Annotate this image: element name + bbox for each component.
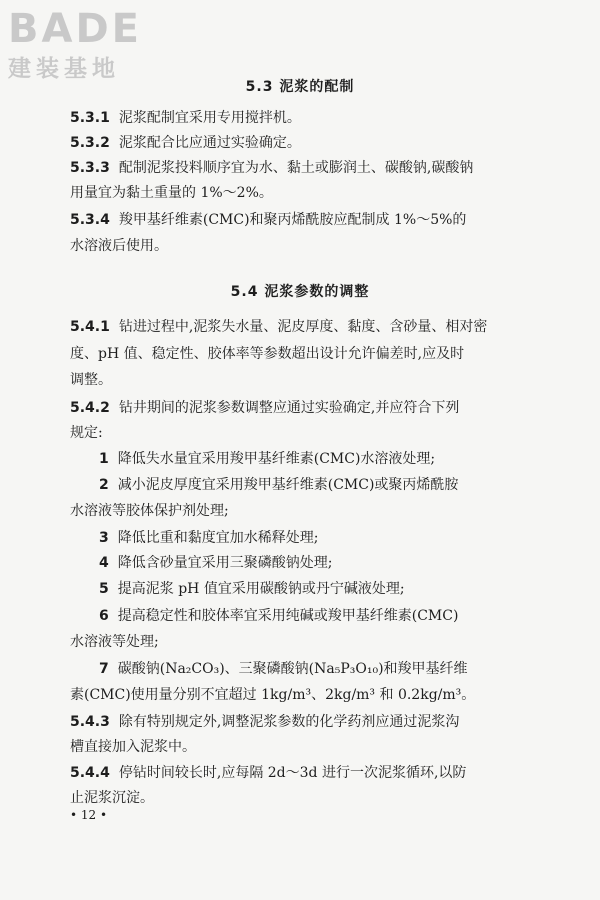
item-text: 碳酸钠(Na₂CO₃)、三聚磷酸钠(Na₅P₃O₁₀)和羧甲基纤维 <box>117 661 468 677</box>
item-text: 降低含砂量宜采用三聚磷酸钠处理; <box>117 555 333 571</box>
item-number: 7 <box>99 661 109 677</box>
watermark-subtitle: 建装基地 <box>8 56 120 82</box>
clause-5-3-3 <box>70 158 530 178</box>
clause-text: 停钻时间较长时,应每隔 2d～3d 进行一次泥浆循环,以防 <box>118 765 467 781</box>
item-text: 提高泥浆 pH 值宜采用碳酸钠或丹宁碱液处理; <box>117 581 405 597</box>
item-number: 1 <box>99 451 109 467</box>
clause-text: 钻进过程中,泥浆失水量、泥皮厚度、黏度、含砂量、相对密 <box>118 319 488 335</box>
list-item-6 <box>99 606 530 626</box>
clause-5-4-2 <box>70 398 530 418</box>
item-number: 5 <box>99 581 109 597</box>
clause-text: 钻井期间的泥浆参数调整应通过实验确定,并应符合下列 <box>118 400 460 416</box>
list-item-2 <box>99 475 530 495</box>
clause-text: 泥浆配制宜采用专用搅拌机。 <box>118 110 301 126</box>
clause-5-4-4 <box>70 763 530 783</box>
list-item-7 <box>99 659 530 679</box>
clause-number: 5.3.4 <box>70 212 110 228</box>
item-number: 4 <box>99 555 109 571</box>
clause-text: 配制泥浆投料顺序宜为水、黏土或膨润土、碳酸钠,碳酸钠 <box>118 160 474 176</box>
clause-text-cont: 槽直接加入泥浆中。 <box>70 739 196 755</box>
clause-text: 羧甲基纤维素(CMC)和聚丙烯酰胺应配制成 1%～5%的 <box>118 212 467 228</box>
item-text-cont: 素(CMC)使用量分别不宜超过 1kg/m³、2kg/m³ 和 0.2kg/m³。 <box>70 687 476 703</box>
clause-number: 5.4.1 <box>70 319 110 335</box>
clause-text: 除有特别规定外,调整泥浆参数的化学药剂应通过泥浆沟 <box>118 714 460 730</box>
clause-text-cont: 水溶液后使用。 <box>70 238 168 254</box>
clause-5-4-3 <box>70 712 530 732</box>
clause-text-cont: 用量宜为黏土重量的 1%～2%。 <box>70 185 273 201</box>
item-text: 降低比重和黏度宜加水稀释处理; <box>117 530 319 546</box>
page-number: • 12 • <box>70 808 108 822</box>
clause-number: 5.3.3 <box>70 160 110 176</box>
item-text-cont: 水溶液等处理; <box>70 634 159 650</box>
item-number: 3 <box>99 530 109 546</box>
list-item-5 <box>99 579 530 599</box>
clause-text-cont: 规定: <box>70 425 103 441</box>
item-text: 减小泥皮厚度宜采用羧甲基纤维素(CMC)或聚丙烯酰胺 <box>117 477 459 493</box>
list-item-3 <box>99 528 530 548</box>
watermark-brand: BADE <box>8 6 142 52</box>
clause-number: 5.4.4 <box>70 765 110 781</box>
clause-5-3-1 <box>70 108 530 128</box>
section-heading-5-4: 5.4 泥浆参数的调整 <box>230 284 370 300</box>
clause-text: 泥浆配合比应通过实验确定。 <box>118 135 301 151</box>
clause-text-cont: 度、pH 值、稳定性、胶体率等参数超出设计允许偏差时,应及时 <box>70 346 465 362</box>
clause-number: 5.3.2 <box>70 135 110 151</box>
clause-text-cont: 止泥浆沉淀。 <box>70 790 154 806</box>
clause-5-3-2 <box>70 133 530 153</box>
clause-number: 5.4.2 <box>70 400 110 416</box>
item-text: 提高稳定性和胶体率宜采用纯碱或羧甲基纤维素(CMC) <box>117 608 459 624</box>
item-text: 降低失水量宜采用羧甲基纤维素(CMC)水溶液处理; <box>117 451 436 467</box>
list-item-4 <box>99 553 530 573</box>
item-text-cont: 水溶液等胶体保护剂处理; <box>70 503 229 519</box>
section-heading-5-3: 5.3 泥浆的配制 <box>245 79 355 95</box>
watermark-logo <box>8 6 178 84</box>
clause-text-cont: 调整。 <box>70 372 112 388</box>
item-number: 2 <box>99 477 109 493</box>
clause-number: 5.4.3 <box>70 714 110 730</box>
item-number: 6 <box>99 608 109 624</box>
clause-5-4-1 <box>70 317 530 337</box>
list-item-1 <box>99 449 530 469</box>
clause-number: 5.3.1 <box>70 110 110 126</box>
clause-5-3-4 <box>70 210 530 230</box>
